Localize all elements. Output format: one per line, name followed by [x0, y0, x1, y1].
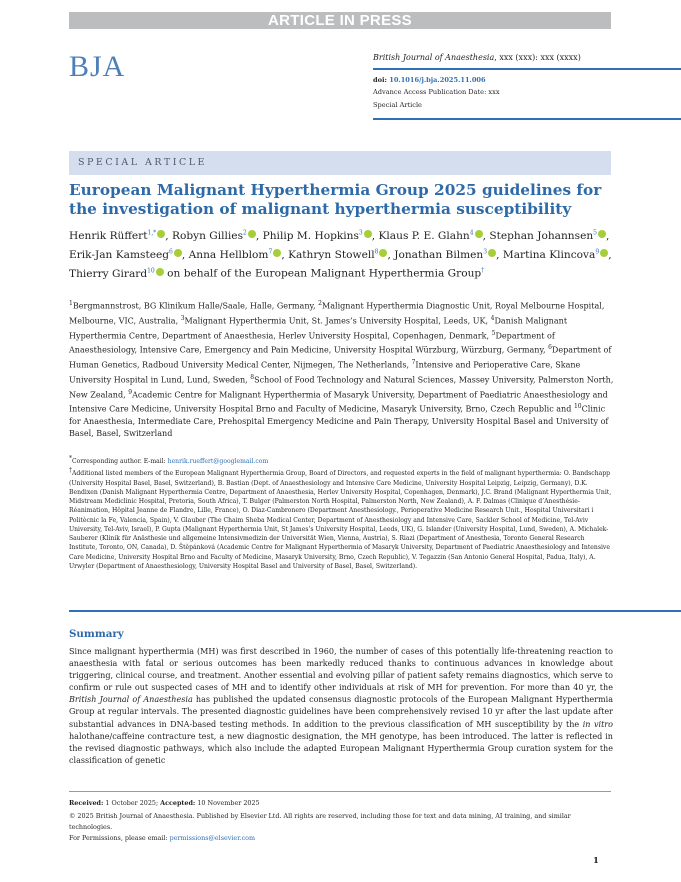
- orcid-icon[interactable]: [273, 249, 281, 257]
- affiliation-number: 8: [250, 373, 255, 381]
- advance-access: Advance Access Publication Date: xxx: [373, 88, 500, 96]
- author-affiliation-sup: 6: [169, 248, 173, 256]
- affiliation-text: Malignant Hyperthermia Diagnostic Unit, Royal Melbourne Hospital, Melbourne, VIC, Australia,: [69, 301, 605, 326]
- author-affiliation-sup: 5: [593, 229, 597, 236]
- author-name: Stephan Johannsen: [489, 229, 594, 242]
- accepted-date: 10 November 2025: [195, 799, 260, 807]
- affiliation-text: Clinic for Anaesthesia, Intermediate Care, Prehospital Emergency Medicine and Pain Therapy, University Hospital Basel and University of Basel, Basel, Switzerland: [69, 405, 609, 439]
- doi-label: doi:: [373, 76, 387, 84]
- summary-text: [69, 646, 613, 767]
- permissions-label: For Permissions, please email:: [69, 834, 170, 842]
- summary-rule: [69, 610, 681, 612]
- journal-citation: [373, 53, 581, 62]
- author-name: Kathryn Stowell: [288, 248, 375, 261]
- author-affiliation-sup: 9: [595, 248, 600, 256]
- author-name: Philip M. Hopkins: [262, 229, 359, 242]
- affiliation-number: 7: [411, 359, 416, 367]
- dates-line: [69, 798, 614, 809]
- permissions-email-link[interactable]: permissions@elsevier.com: [169, 834, 256, 842]
- corresponding-sup: *: [69, 455, 72, 462]
- author-affiliation-sup: 1,*: [147, 229, 157, 236]
- header-rule-bottom: [373, 118, 681, 120]
- affiliation-text: Bergmannstrost, BG Klinikum Halle/Saale, Halle, Germany,: [72, 301, 319, 311]
- summary-part: Since malignant hyperthermia (MH) was first described in 1960, the number of cases of this potentially life-threatening reaction to anaesthesia with fatal or serious outcomes has been markedly reduced thanks to continuous advances in knowledge about triggering, clinical course, and treatment. Another essential and evolving pillar of patient safety remains diagnostics, which serve to confirm or rule out suspected cases of MH and to identify other individuals at risk of MH for prevention. For more than 40 yr, the: [69, 647, 613, 693]
- affiliation-text: Danish Malignant Hyperthermia Centre, Department of Anaesthesia, Herlev University Hospital, Copenhagen, Denmark,: [69, 316, 568, 341]
- author: Erik-Jan Kamsteeg$^6$ ,: [69, 248, 189, 261]
- permissions-line: [69, 833, 614, 844]
- author: Henrik Rüffert$^{1,*}$ ,: [69, 229, 172, 242]
- orcid-icon[interactable]: [475, 230, 483, 238]
- copyright: © 2025 British Journal of Anaesthesia. Published by Elsevier Ltd. All rights are reserved, including those for text and data mining, AI training, and similar technologies.: [69, 812, 571, 831]
- header-rule-top: [373, 68, 681, 70]
- additional-members-text: Additional listed members of the European Malignant Hyperthermia Group, Board of Directors, and requested experts in the field of malignant hyperthermia: O. Bandschapp (University Hospital Basel, Basel, Switzerland), B. Bastian (Dept. of Anaesthesiology and Intensive Care Medicine, University Hospital Leipzig, Leipzig, Germany), D.K. Bendixen (Danish Malignant Hyperthermia Centre, Department of Anaesthesia, Herlev University Hospital, Copenhagen, Denmark), J.C. Brand (Malignant Hyperthermia Unit, Midstream Mediclinic Hospital, Pretoria, South Africa), T. Bulger (Palmerston North Hospital, Palmerston North, New Zealand), A. F. Dalmas (Clinique d’Anesthésie-Réanimation, Hôpital Jeanne de Flandre, Lille, France), O. Diaz-Cambronero (Department Anesthesiology., Perioperative Medicine Research Unit., Hospital Universitari i Politècnic la Fe, Valencia, Spain), V. Glauber (The Chaim Sheba Medical Center, Department of Anesthesiology and Intensive Care, Sackler School of Medicine, Tel-Aviv University, Tel-Aviv, Israel), P. Gupta (Malignant Hyperthermia Unit, St James’s University Hospital, Leeds, UK), G. Islander (University Hospital, Lund, Sweden), A. Michalek-Sauberer (Klinik für Anästhesie und allgemeine Intensivmedizin der Universität Wien, Vienna, Austria), S. Riazi (Department of Anesthesia, Toronto General Research Institute, Toronto, ON, Canada), D. Štěpánková (Academic Centre for Malignant Hyperthermia of Masaryk University, Department of Paediatric Anaesthesiology and Intensive Care Medicine, University Hospital Brno and Faculty of Medicine, Masaryk University, Brno, Czech Republic), V. Tegazzin (San Antonio General Hospital, Padua, Italy), A. Urwyler (Department of Anaesthesiology, University Hospital Basel and University of Basel, Basel, Switzerland).: [69, 470, 612, 570]
- author: Martina Klincova$^9$ ,: [502, 248, 612, 261]
- group-author-sup: †: [481, 267, 485, 275]
- orcid-icon[interactable]: [600, 249, 608, 257]
- orcid-icon[interactable]: [174, 249, 182, 257]
- orcid-icon[interactable]: [364, 230, 372, 238]
- author: Klaus P. E. Glahn$^4$ ,: [378, 229, 490, 242]
- affiliation-number: 9: [128, 388, 133, 396]
- affiliation-number: 6: [548, 344, 552, 352]
- summary-heading: Summary: [69, 628, 124, 640]
- author-name: Robyn Gillies: [171, 229, 244, 242]
- author-name: Thierry Girard: [69, 267, 148, 280]
- author: [69, 268, 164, 280]
- author: Robyn Gillies$^2$ ,: [171, 229, 263, 242]
- article-in-press-banner: ARTICLE IN PRESS: [69, 12, 611, 29]
- affiliation-number: 4: [490, 314, 495, 322]
- orcid-icon[interactable]: [488, 249, 496, 257]
- corresponding-label: Corresponding author. E-mail:: [72, 458, 168, 466]
- article-type: Special Article: [373, 101, 422, 109]
- affiliation-number: 10: [573, 403, 582, 411]
- orcid-icon[interactable]: [156, 268, 164, 276]
- author-affiliation-sup: 8: [374, 248, 379, 256]
- author-affiliation-sup: 4: [469, 229, 474, 236]
- received-label: Received:: [69, 799, 104, 807]
- affiliations: [69, 298, 614, 440]
- doi-link[interactable]: 10.1016/j.bja.2025.11.006: [389, 76, 486, 84]
- additional-members: [69, 466, 614, 571]
- summary-part: has published the updated consensus diagnostic protocols of the European Malignant Hyperthermia Group at regular intervals. The presented diagnostic guidelines have been comprehensively revised 10 yr after the last update after substantial advances in DNA-based testing methods. In addition to the previous classification of MH susceptibility by the: [69, 695, 613, 729]
- author-name: Klaus P. E. Glahn: [378, 229, 470, 242]
- page-number: 1: [593, 856, 599, 866]
- affiliation-text: Malignant Hyperthermia Unit, St. James’s University Hospital, Leeds, UK,: [184, 316, 491, 326]
- author-affiliation-sup: 2: [243, 229, 247, 236]
- author: Kathryn Stowell$^8$ ,: [288, 248, 395, 261]
- affiliation-number: 3: [180, 314, 185, 322]
- orcid-icon[interactable]: [157, 230, 165, 238]
- group-author: on behalf of the European Malignant Hyperthermia Group: [167, 267, 482, 280]
- received-date: 1 October 2025;: [103, 799, 161, 807]
- journal-name: British Journal of Anaesthesia: [373, 53, 495, 62]
- author-name: Martina Klincova: [502, 248, 596, 261]
- section-bar: [69, 151, 611, 175]
- author-affiliation-sup: 3: [483, 248, 488, 256]
- summary-italic: British Journal of Anaesthesia: [69, 695, 193, 705]
- corresponding-author: [69, 454, 614, 466]
- summary-part: halothane/caffeine contracture test, a new diagnostic designation, the MH genotype, has been introduced. The latter is reflected in the revised diagnostic pathways, which also include the adapted European Malignant Hyperthermia Group curation system for the classification of genetic: [69, 731, 613, 765]
- journal-volume: , xxx (xxx): xxx (xxxx): [494, 53, 581, 62]
- author-affiliation-sup: 3: [358, 229, 363, 236]
- affiliation-number: 2: [318, 300, 322, 307]
- affiliation-text: Department of Anaesthesiology, Intensive Care, Emergency and Pain Medicine, University Hospital Würzburg, Würzburg, Germany,: [69, 331, 555, 355]
- affiliation-number: 5: [491, 329, 496, 337]
- author-affiliation-sup: 7: [268, 248, 273, 256]
- footer-rule: [69, 791, 611, 792]
- affiliation-text: School of Food Technology and Natural Sciences, Massey University, Palmerston North, New Zealand,: [69, 375, 614, 400]
- author-name: Anna Hellblom: [188, 248, 269, 261]
- author-affiliation-sup: 10: [147, 267, 155, 275]
- corresponding-email-link[interactable]: henrik.rueffert@googlemail.com: [167, 458, 269, 466]
- doi-line: [373, 76, 486, 84]
- additional-sup: †: [69, 467, 72, 475]
- affiliation-text: Intensive and Perioperative Care, Skane University Hospital in Lund, Lund, Sweden,: [69, 360, 581, 385]
- orcid-icon[interactable]: [248, 230, 256, 238]
- section-label: SPECIAL ARTICLE: [78, 157, 207, 168]
- author-name: Jonathan Bilmen: [394, 248, 484, 261]
- author: Philip M. Hopkins$^3$ ,: [262, 229, 379, 242]
- footnotes: [69, 454, 614, 571]
- author-list: [69, 225, 614, 282]
- journal-logo: BJA: [69, 50, 126, 83]
- author-name: Erik-Jan Kamsteeg: [69, 248, 170, 261]
- orcid-icon[interactable]: [379, 249, 387, 257]
- summary-italic: in vitro: [582, 719, 613, 729]
- article-title: European Malignant Hyperthermia Group 2025 guidelines for the investigation of malignant hyperthermia susceptibility: [69, 181, 602, 218]
- orcid-icon[interactable]: [598, 230, 606, 238]
- author: Jonathan Bilmen$^3$ ,: [394, 248, 503, 261]
- affiliation-text: Academic Centre for Malignant Hyperthermia of Masaryk University, Department of Paediatric Anaesthesiology and Intensive Care Medicine, University Hospital Brno and Faculty of Medicine, Masaryk University, Brno, Czech Republic and: [69, 390, 608, 415]
- author-name: Henrik Rüffert: [69, 229, 148, 242]
- accepted-label: Accepted:: [160, 799, 196, 807]
- author: Stephan Johannsen$^5$ ,: [489, 229, 610, 242]
- author: Anna Hellblom$^7$ ,: [188, 248, 289, 261]
- affiliation-number: 1: [69, 300, 73, 307]
- affiliation-text: Department of Human Genetics, Radboud University Medical Center, Nijmegen, The Netherlands,: [69, 345, 612, 370]
